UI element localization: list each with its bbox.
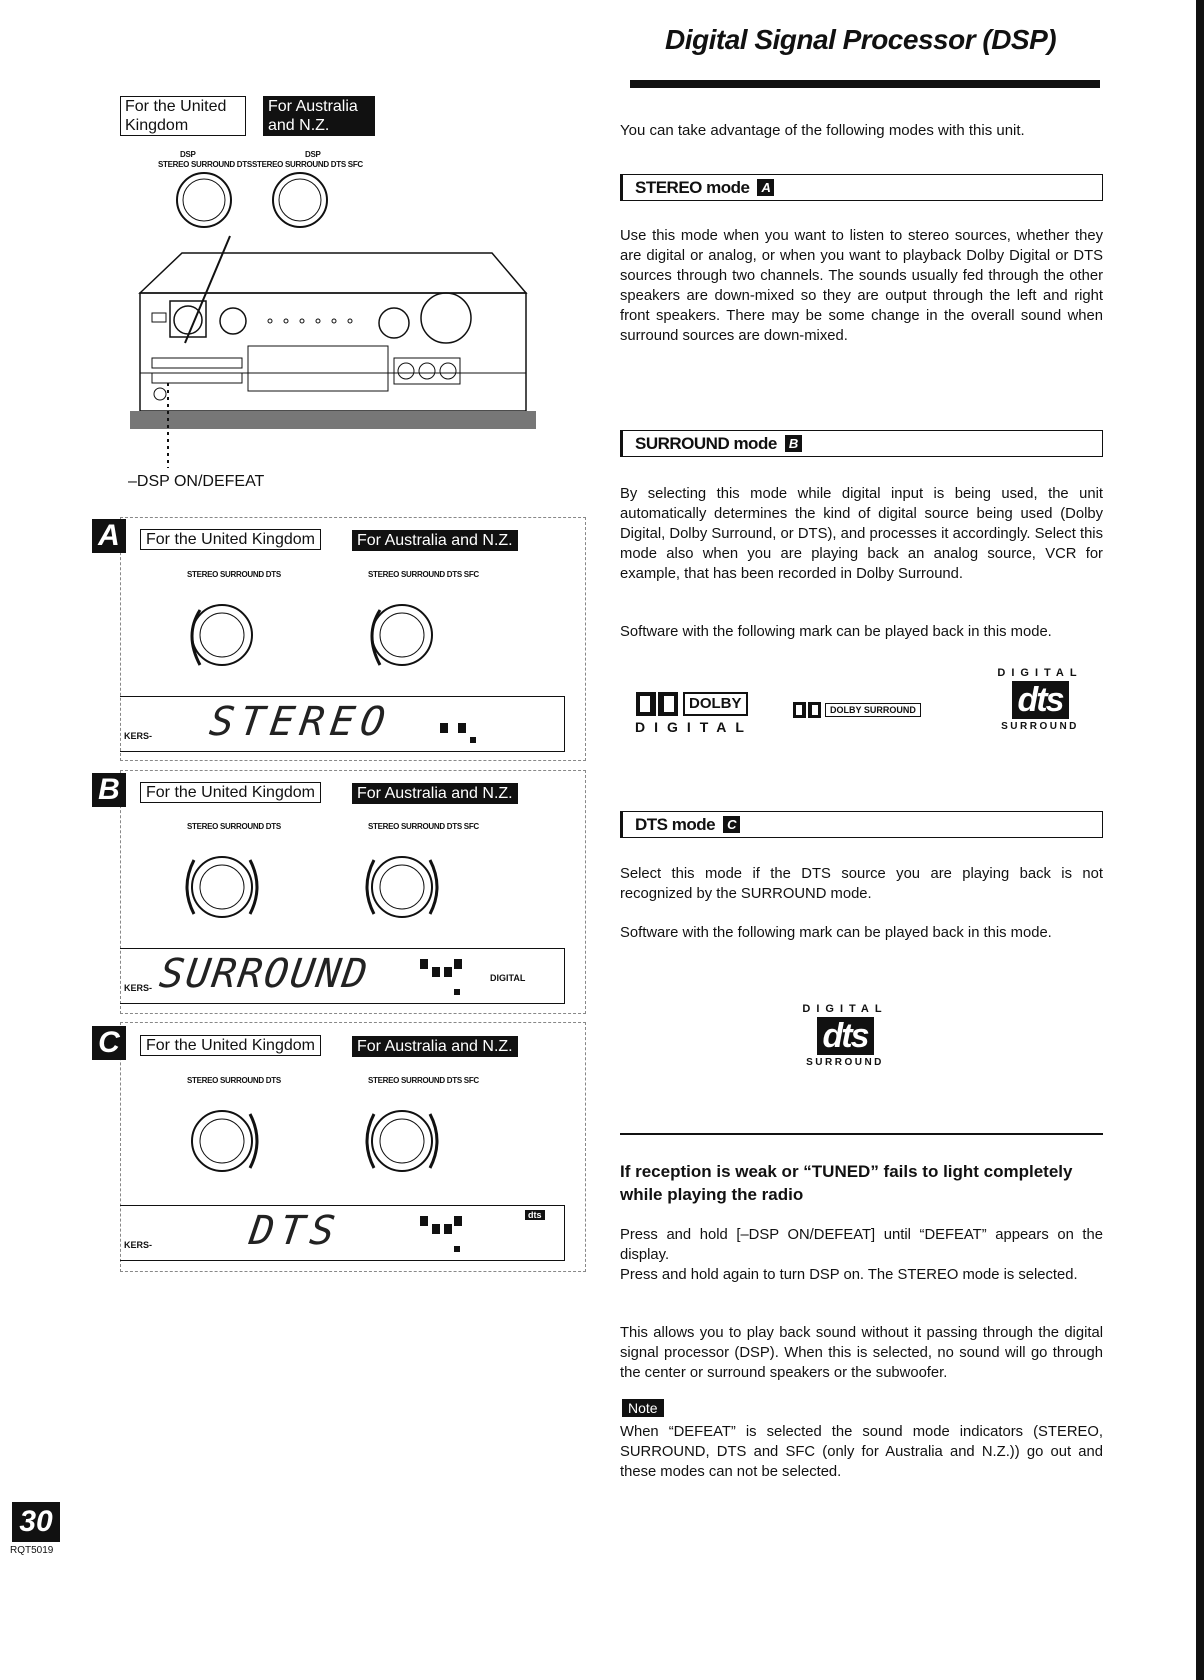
au-label [263, 96, 375, 136]
panel-b-letter: B [92, 773, 126, 807]
defeat-para-1: Press and hold [–DSP ON/DEFEAT] until “DEFEAT” appears on the display. [620, 1227, 1103, 1263]
panel-b-display [120, 948, 565, 1004]
panel-b-speaker-icon [410, 953, 480, 1001]
note-badge: Note [622, 1399, 664, 1417]
panel-c-modes-uk: STEREO SURROUND DTS [187, 1076, 281, 1085]
fig-dsp-uk: DSP [180, 150, 196, 159]
defeat-para-3: This allows you to play back sound without it passing through the digital signal processor (DSP). When this is selected, no sound will go through the center or surround speakers or the subwoofer. [620, 1325, 1103, 1381]
section-rule [620, 1133, 1103, 1135]
panel-b-digital-tag: DIGITAL [490, 973, 526, 983]
surround-mode-heading [620, 430, 1103, 457]
panel-b-modes-au: STEREO SURROUND DTS SFC [368, 822, 479, 831]
dolby-digital-logo [635, 690, 753, 735]
panel-a-modes-uk: STEREO SURROUND DTS [187, 570, 281, 579]
panel-a-display-text: STEREO [206, 699, 394, 745]
panel-b-uk: For the United Kingdom [140, 782, 321, 803]
page-edge-bar [1196, 0, 1204, 1680]
stereo-mode-heading [620, 174, 1103, 201]
fig-dsp-au: DSP [305, 150, 321, 159]
dts-logo-mid: dts [817, 1017, 874, 1055]
title-rule [630, 80, 1100, 88]
note-text: When “DEFEAT” is selected the sound mode indicators (STEREO, SURROUND, DTS and SFC (only for Australia and N.Z.)) go out and these modes can not be selected. [620, 1424, 1103, 1480]
page-number: 30 [12, 1502, 60, 1542]
double-d-icon [635, 690, 679, 718]
au-label-line2: and N.Z. [268, 117, 330, 134]
panel-c-au: For Australia and N.Z. [352, 1036, 518, 1057]
dts-logo-top: DIGITAL [997, 667, 1083, 679]
uk-label-line1: For the United [125, 98, 227, 115]
panel-b-modes-uk: STEREO SURROUND DTS [187, 822, 281, 831]
surround-mode-body: By selecting this mode while digital input is being used, the unit automatically determines the kind of digital source being used (Dolby Digital, Dolby Surround, or DTS), and processes it accordingly. Select this mode also when you are playing back an analog source, VCR for example, that has been recorded in Dolby Surround. [620, 486, 1103, 582]
panel-c-kers: KERS- [124, 1240, 153, 1250]
panel-c-letter: C [92, 1026, 126, 1060]
dsp-on-defeat-label: –DSP ON/DEFEAT [128, 473, 265, 490]
panel-a-speaker-icon [420, 703, 490, 749]
dts-mode-title: DTS mode [635, 815, 716, 834]
dts-logo-bottom: SURROUND [806, 1057, 884, 1068]
dts-logo-mid: dts [1012, 681, 1069, 719]
double-d-small-icon [792, 700, 822, 720]
panel-a-modes-au: STEREO SURROUND DTS SFC [368, 570, 479, 579]
panel-a-knobs [180, 590, 560, 680]
dolby-surround-logo [792, 700, 921, 720]
dts-logo-surround-section [990, 667, 1090, 732]
panel-c-display-text: DTS [246, 1208, 344, 1254]
fig-modes-au: STEREO SURROUND DTS SFC [252, 160, 363, 169]
dts-logo-top: DIGITAL [802, 1003, 888, 1015]
stereo-mode-badge: A [757, 179, 774, 196]
doc-code: RQT5019 [10, 1545, 54, 1556]
panel-c-modes-au: STEREO SURROUND DTS SFC [368, 1076, 479, 1085]
surround-mode-title: SURROUND mode [635, 434, 777, 453]
defeat-para-2: Press and hold again to turn DSP on. The STEREO mode is selected. [620, 1267, 1078, 1283]
surround-software-note: Software with the following mark can be played back in this mode. [620, 624, 1052, 640]
panel-c-uk: For the United Kingdom [140, 1035, 321, 1056]
dolby-box: DOLBY [683, 692, 748, 716]
panel-b-kers: KERS- [124, 983, 153, 993]
panel-a-display [120, 696, 565, 752]
panel-c-knobs [180, 1096, 560, 1186]
intro-text: You can take advantage of the following modes with this unit. [620, 122, 1025, 139]
surround-mode-badge: B [785, 435, 802, 452]
dolby-digital-sub: DIGITAL [635, 719, 753, 735]
defeat-heading: If reception is weak or “TUNED” fails to light completely while playing the radio [620, 1162, 1073, 1204]
receiver-illustration [130, 168, 550, 468]
panel-a-kers: KERS- [124, 731, 153, 741]
page-title: Digital Signal Processor (DSP) [665, 24, 1057, 55]
panel-b-display-text: SURROUND [156, 951, 372, 997]
dts-mode-body: Select this mode if the DTS source you are playing back is not recognized by the SURROUND mode. [620, 866, 1103, 902]
dts-software-note: Software with the following mark can be played back in this mode. [620, 925, 1052, 941]
dts-mode-badge: C [723, 816, 740, 833]
panel-c-dts-tag: dts [525, 1210, 545, 1220]
panel-a-au: For Australia and N.Z. [352, 530, 518, 551]
panel-c-display [120, 1205, 565, 1261]
panel-b-knobs [180, 842, 560, 932]
uk-label-line2: Kingdom [125, 117, 189, 134]
stereo-mode-title: STEREO mode [635, 178, 750, 197]
panel-b-au: For Australia and N.Z. [352, 783, 518, 804]
au-label-line1: For Australia [268, 98, 358, 115]
fig-modes-uk: STEREO SURROUND DTS [158, 160, 252, 169]
dolby-surround-box: DOLBY SURROUND [825, 703, 921, 717]
stereo-mode-body: Use this mode when you want to listen to stereo sources, whether they are digital or analog, or when you want to playback Dolby Digital or DTS sources through two channels. The sounds usually fed through the other speakers are down-mixed so they are output through the left and right front speakers. There may be some change in the overall sound when surround sources are down-mixed. [620, 228, 1103, 344]
uk-label [120, 96, 246, 136]
dts-logo-dts-section [795, 1003, 895, 1068]
panel-a-letter: A [92, 519, 126, 553]
panel-c-speaker-icon [410, 1210, 480, 1258]
dts-mode-heading [620, 811, 1103, 838]
dts-logo-bottom: SURROUND [1001, 721, 1079, 732]
panel-a-uk: For the United Kingdom [140, 529, 321, 550]
